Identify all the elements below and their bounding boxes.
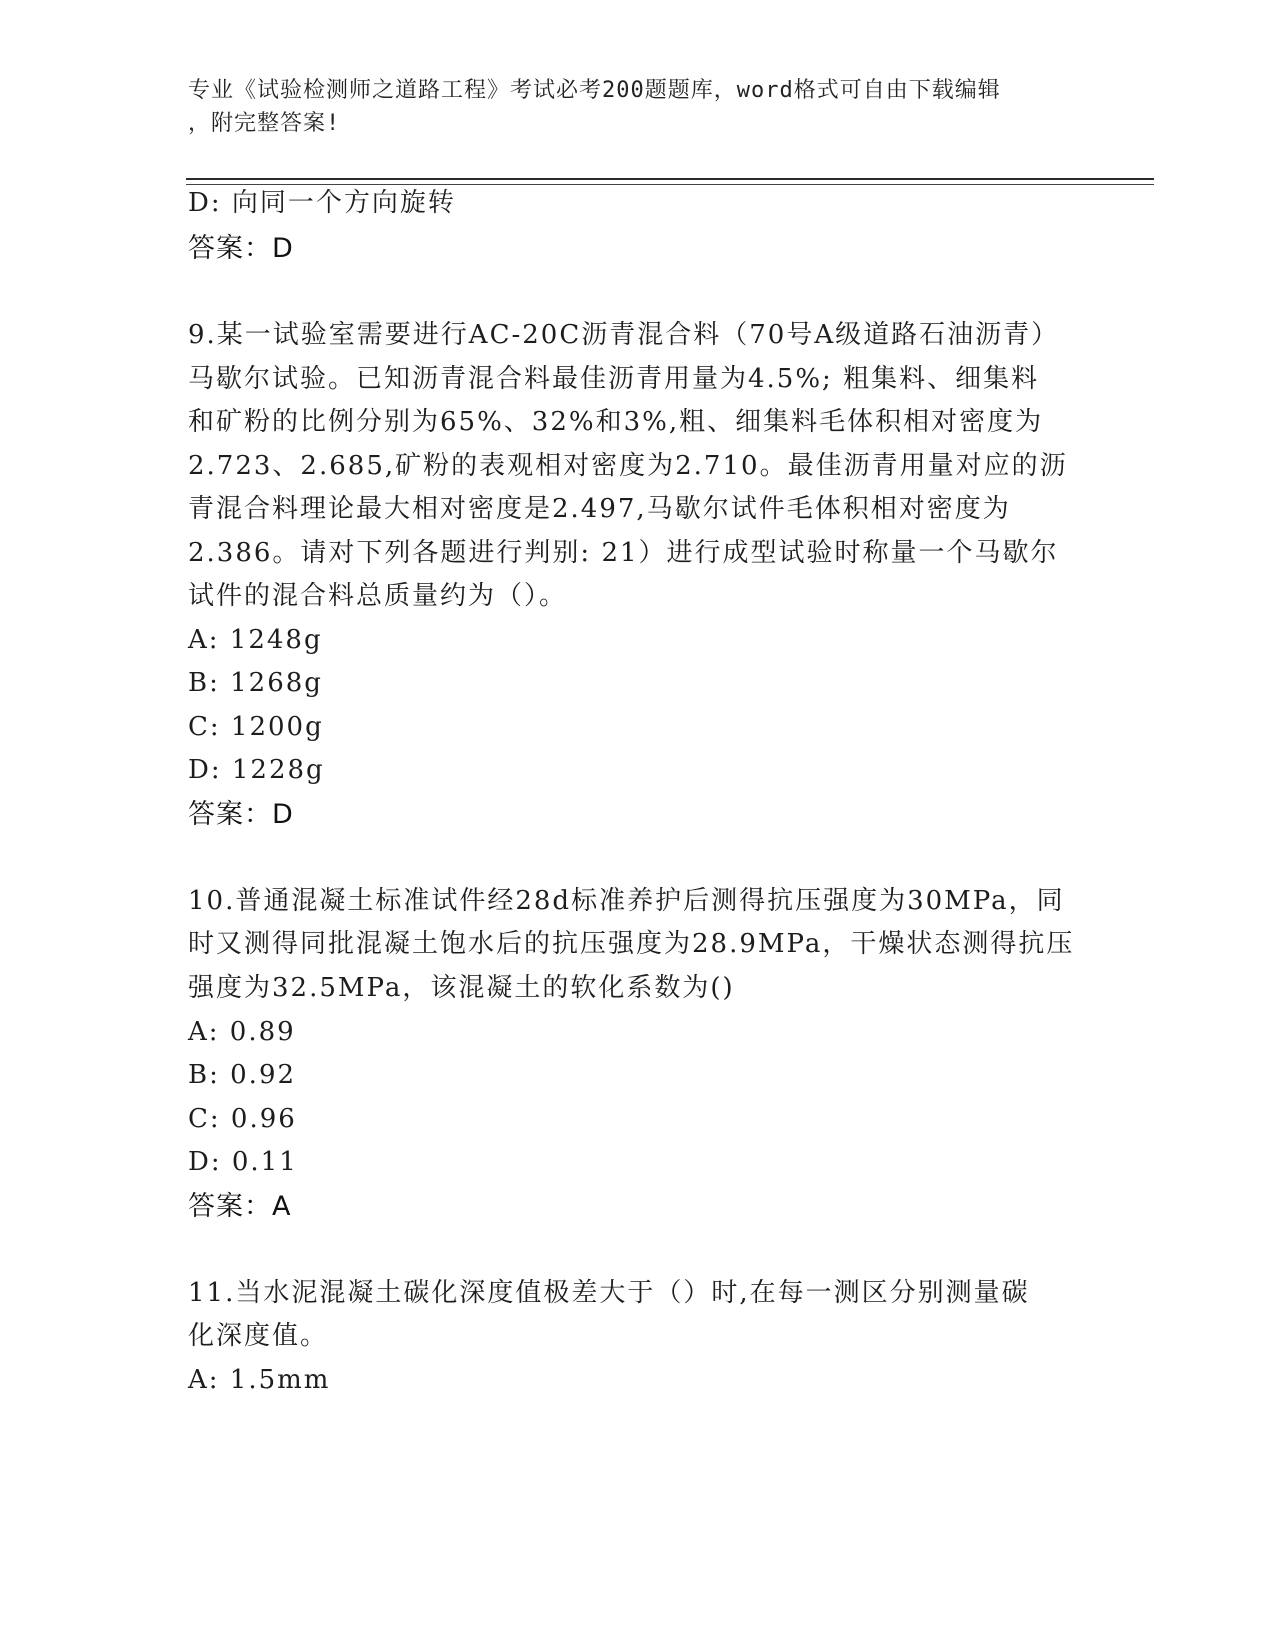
- q9-option-d: D: 1228g: [188, 755, 325, 785]
- q10-option-c: C: 0.96: [188, 1104, 297, 1134]
- page-header: [188, 74, 1088, 140]
- q9-answer: 答案：D: [188, 799, 294, 830]
- q9-line-2: 马歇尔试验。已知沥青混合料最佳沥青用量为4.5%; 粗集料、细集料: [188, 364, 1040, 394]
- q10-option-d: D: 0.11: [188, 1147, 298, 1177]
- q11-option-a: A: 1.5mm: [188, 1365, 331, 1395]
- q9-option-a: A: 1248g: [188, 625, 323, 655]
- header-divider: [186, 178, 1154, 180]
- q11-line-1: 11.当水泥混凝土碳化深度值极差大于（）时,在每一测区分别测量碳: [188, 1278, 1030, 1308]
- q9-option-b: B: 1268g: [188, 668, 323, 698]
- q9-line-6: 2.386。请对下列各题进行判别: 21）进行成型试验时称量一个马歇尔: [188, 538, 1059, 568]
- q9-line-1: 9.某一试验室需要进行AC-20C沥青混合料（70号A级道路石油沥青）: [188, 320, 1060, 350]
- header-line-1: 专业《试验检测师之道路工程》考试必考200题题库，word格式可自由下载编辑: [188, 78, 1001, 103]
- q9-line-4: 2.723、2.685,矿粉的表观相对密度为2.710。最佳沥青用量对应的沥: [188, 451, 1068, 481]
- q9-option-c: C: 1200g: [188, 712, 324, 742]
- q10-line-2: 时又测得同批混凝土饱水后的抗压强度为28.9MPa，干燥状态测得抗压: [188, 929, 1075, 959]
- q10-option-b: B: 0.92: [188, 1060, 297, 1090]
- q9-line-7: 试件的混合料总质量约为（）。: [188, 581, 568, 611]
- prev-option-d: D: 向同一个方向旋转: [188, 188, 456, 218]
- q11-line-2: 化深度值。: [188, 1321, 329, 1351]
- q10-line-1: 10.普通混凝土标准试件经28d标准养护后测得抗压强度为30MPa，同: [188, 886, 1065, 916]
- q10-line-3: 强度为32.5MPa，该混凝土的软化系数为(): [188, 973, 735, 1003]
- header-line-2: ，附完整答案!: [188, 111, 341, 136]
- q9-line-5: 青混合料理论最大相对密度是2.497,马歇尔试件毛体积相对密度为: [188, 494, 1011, 524]
- q9-line-3: 和矿粉的比例分别为65%、32%和3%,粗、细集料毛体积相对密度为: [188, 407, 1044, 437]
- q10-option-a: A: 0.89: [188, 1017, 296, 1047]
- prev-answer: 答案：D: [188, 233, 294, 264]
- q10-answer: 答案：A: [188, 1191, 292, 1222]
